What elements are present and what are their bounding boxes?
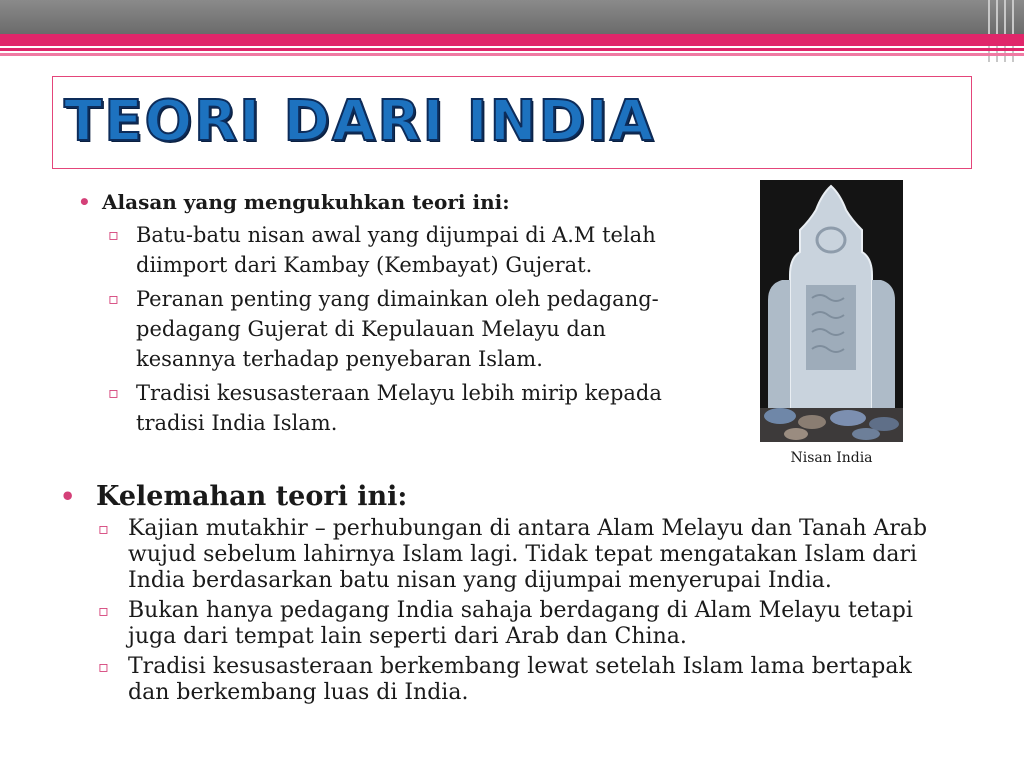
header-bar	[0, 0, 1024, 34]
weakness-item: ▫ Kajian mutakhir – perhubungan di antara Alam Melayu dan Tanah Arab wujud sebelum lahirnya Islam lagi. Tidak tepat mengatakan Islam dari India berdasarkan batu nisan yang dijumpai menyerupai India.	[60, 516, 938, 594]
accent-line-light	[0, 53, 1024, 56]
weaknesses-section	[60, 480, 960, 710]
reason-item: ▫ Tradisi kesusasteraan Melayu lebih mirip kepada tradisi India Islam.	[78, 378, 698, 438]
accent-band	[0, 34, 1024, 46]
reasons-heading: • Alasan yang mengukuhkan teori ini:	[78, 188, 698, 216]
image-caption: Nisan India	[790, 450, 873, 466]
slide-title: TEORI DARI INDIA	[64, 89, 656, 154]
reason-item: ▫ Batu-batu nisan awal yang dijumpai di A.M telah diimport dari Kambay (Kembayat) Gujerat.	[78, 220, 698, 280]
weakness-item: ▫ Tradisi kesusasteraan berkembang lewat setelah Islam lama bertapak dan berkembang luas di India.	[60, 654, 938, 706]
accent-line	[0, 48, 1024, 51]
reasons-list	[78, 220, 698, 438]
tombstone-image	[760, 180, 903, 442]
reason-item: ▫ Peranan penting yang dimainkan oleh pedagang-pedagang Gujerat di Kepulauan Melayu dan kesannya terhadap penyebaran Islam.	[78, 284, 698, 374]
weaknesses-list	[60, 516, 960, 706]
reasons-section	[78, 188, 698, 442]
weaknesses-heading: • Kelemahan teori ini:	[60, 480, 960, 514]
tombstone-photo	[760, 180, 903, 442]
weakness-item: ▫ Bukan hanya pedagang India sahaja berdagang di Alam Melayu tetapi juga dari tempat lain seperti dari Arab dan China.	[60, 598, 938, 650]
